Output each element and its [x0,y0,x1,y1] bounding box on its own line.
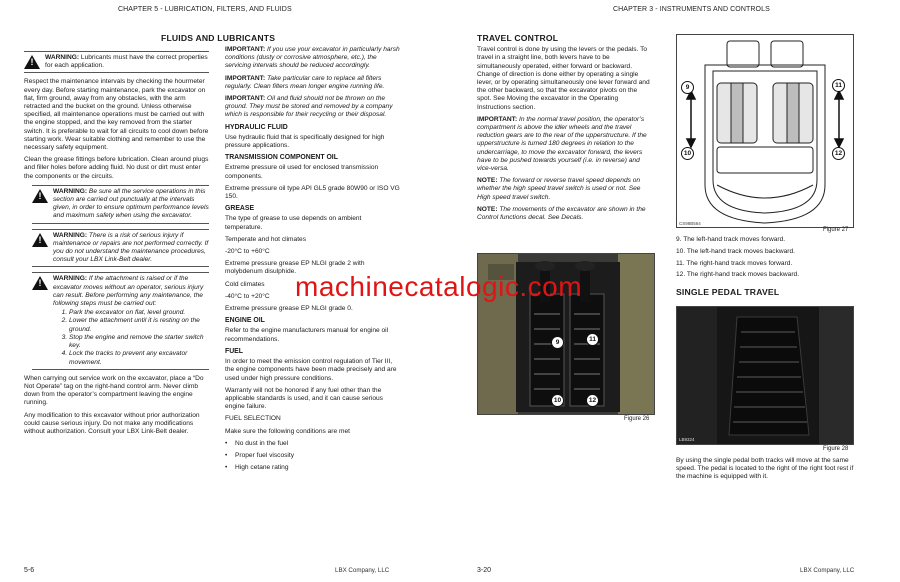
figure-28-id: LB9324 [679,437,695,442]
note-speed: NOTE: The forward or reverse travel speed depends on whether the high speed travel switch is used or not. See High speed travel switch. [477,177,641,201]
warning-icon: ! [32,189,48,203]
note-decals: NOTE: The movements of the excavator are shown in the Control functions decal. See Decals. [477,205,646,222]
track-movement-list [676,236,856,300]
list-item: • Proper fuel viscosity [235,452,400,460]
list-item: 9. The left-hand track moves forward. [676,236,786,243]
paragraph-maintenance: Respect the maintenance intervals by checking the hourmeter every day. Before starting maintenance, park the excavator on flat, firm ground, away from any obstacles, with the arm retracted and the bucket on the ground. Unless otherwise specified, all maintenance operations must be carried out with the engine stopped, and the key removed from the starter switch. It is preferable to wait for all circuits to cool down before starting work. Wear suitable clothing and remember to use the necessary safety equipment. [24,78,209,152]
list-item: 2. Lower the attachment until it is resting on the ground. [69,317,209,333]
list-item: 12. The right-hand track moves backward. [676,271,800,279]
callout-10: 10 [551,394,564,407]
maintenance-steps [53,309,209,366]
single-pedal-text-block: By using the single pedal both tracks will move at the same speed. The pedal is located to the right of the right foot rest if the machine is equipped with it. [676,457,854,481]
list-item: • High cetane rating [235,464,400,472]
callout-9: 9 [681,81,694,94]
page-number-left: 5-6 [24,567,35,574]
list-item: 10. The left-hand track moves backward. [676,247,795,255]
callout-11: 11 [832,79,845,92]
figure-28-photo [676,306,854,445]
fuel-conditions-list [225,440,400,473]
paragraph-clean: Clean the grease fittings before lubrication. Clean around plugs and filler holes before adding fluid. No dust or dirt must enter the components or the circuits. [24,156,209,180]
right-column-1: TRAVEL CONTROL Travel control is done by using the levers or the pedals. To travel in a straight line, both levers have to be simultaneously operated, either forward or backward. Change of direction is done either by operating a single lever, or by operating simultaneously one lever forward and the other backward, so that the excavator pivots on the spot. See Moving the excavator in the Operating Instructions section. IMPORTANT: In the normal travel position, the operator’s compartment is above the idler wheels and the travel reduction gears are to the rear of the upperstructure. If the upperstructure is turned 180 degrees in relation to the undercarriage, to move the excavator forward, the levers have to be pushed towards yourself (i.e. in reverse) and vice-versa. NOTE: The forward or reverse travel speed depends on whether the high speed travel switch is used or not. See High speed travel switch. NOTE: The movements of the excavator are shown in the Control functions decal. See Decals. [477,34,653,226]
cab-floor-diagram [677,35,853,227]
important-harsh: IMPORTANT: If you use your excavator in particularly harsh conditions (dusty or corrosive atmosphere, etc.), the servicing intervals should be reduced accordingly. [225,46,400,70]
left-column-2: IMPORTANT: If you use your excavator in particularly harsh conditions (dusty or corrosive atmosphere, etc.), the servicing intervals should be reduced accordingly. IMPORTANT: Take particular care to replace all filters regularly. Clean filters mean longer engine running life. IMPORTANT: Oil and fluid should not be thrown on the ground. They must be stored and removed by a company which is responsible for their recycling or their disposal. HYDRAULIC FLUID Use hydraulic fluid that is specifically designed for high pressure applications. TRANSMISSION COMPONENT OIL Extreme pressure oil used for enclosed transmission components. Extreme pressure oil type API GL5 grade 80W90 or ISO VG 150. GREASE The type of grease to use depends on ambient temperature. Temperate and hot climates -20°C to +60°C Extreme pressure grease EP NLGI grade 2 with molybdenum disulphide. Cold climates -40°C to +20°C Extreme pressure grease EP NLGI grade 0. ENGINE OIL Refer to the engine manufacturers manual for engine oil recommendations. FUEL In order to meet the emission control regulation of Tier III, the engine components have been made precisely and are used under high pressure conditions. Warranty will not be honored if any fuel other than the applicable standards is used, and it can cause serious engine failure. FUEL SELECTION Make sure the following conditions are met • No dust in the fuel • Proper fuel viscosity • High cetane rating [225,46,400,476]
list-item: 11. The right-hand track moves forward. [676,259,793,267]
section-title-fluids: FLUIDS AND LUBRICANTS [161,33,276,43]
heading-engine-oil: ENGINE OIL [225,317,265,325]
heading-travel-control: TRAVEL CONTROL [477,33,559,43]
callout-12: 12 [586,394,599,407]
heading-grease: GREASE [225,205,255,213]
chapter-header-right: CHAPTER 3 - INSTRUMENTS AND CONTROLS [613,6,770,13]
list-item: 1. Park the excavator on flat, level ground. [69,309,209,317]
paragraph-service-work: When carrying out service work on the excavator, place a “Do Not Operate” tag on the right-hand control arm. Never climb down from the operator’s compartment leaving the engine running. [24,374,204,407]
important-filters: IMPORTANT: Take particular care to replace all filters regularly. Clean filters mean longer engine running life. [225,74,385,90]
list-item: • No dust in the fuel [235,440,400,448]
chapter-header-left: CHAPTER 5 - LUBRICATION, FILTERS, AND FLUIDS [118,6,292,13]
list-item: 4. Lock the tracks to prevent any excavator movement. [69,350,209,366]
important-disposal: IMPORTANT: Oil and fluid should not be thrown on the ground. They must be stored and removed by a company which is responsible for their recycling or their disposal. [225,95,393,119]
watermark-text: machinecatalogic.com [295,271,583,302]
footer-company-left: LBX Company, LLC [335,567,390,574]
callout-11: 11 [586,333,599,346]
heading-hydraulic: HYDRAULIC FLUID [225,123,288,131]
page-number-right: 3-20 [477,567,492,574]
figure-26-caption: Figure 26 [624,416,650,422]
figure-27-id: CS98B564 [679,221,701,226]
figure-28-caption: Figure 28 [823,446,849,452]
callout-9: 9 [551,336,564,349]
warning-service: ! WARNING: Be sure all the service operations in this section are carried out punctually at the intervals given, in order to ensure optimum performance levels and maximum safety when using the excavator. [32,185,209,224]
warning-attachment: ! WARNING: If the attachment is raised or if the excavator moves without an operator, serious injury can result. Before performing any maintenance, the following steps must be carried out: 1. Park the excavator on flat, level ground. 2. Lower the attachment until it is resting on the ground. 3. Stop the engine and remove the starter switch key. 4. Lock the tracks to prevent any excavator movement. [32,272,209,369]
warning-icon: ! [32,276,48,290]
heading-transmission: TRANSMISSION COMPONENT OIL [225,154,338,162]
heading-fuel: FUEL [225,347,243,355]
figure-27-diagram [676,34,854,228]
figure-27-caption: Figure 27 [823,227,849,233]
callout-12: 12 [832,147,845,160]
warning-injury: ! WARNING: There is a risk of serious injury if maintenance or repairs are not performed correctly. If you do not understand the maintenance procedures, consult your LBX Link-Belt dealer. [32,229,209,268]
warning-icon: ! [32,233,48,247]
important-travel: IMPORTANT: In the normal travel position, the operator’s compartment is above the idler wheels and the travel reduction gears are to the rear of the upperstructure. If the upperstructure is turned 180 degrees in relation to the undercarriage, to move the excavator forward, the levers have to be pushed towards yourself (i.e. in reverse) and vice-versa. [477,115,647,173]
warning-icon: ! [24,55,40,69]
list-item: 3. Stop the engine and remove the starter switch key. [69,334,209,350]
fuel-selection: FUEL SELECTION [225,415,281,423]
warning-text: Lubricants must have the correct properties for each application. [45,54,208,70]
warning-lubricants: ! WARNING: Lubricants must have the correct properties for each application. [24,51,209,73]
heading-single-pedal: SINGLE PEDAL TRAVEL [676,286,780,297]
footer-company-right: LBX Company, LLC [800,567,855,574]
paragraph-modification: Any modification to this excavator without prior authorization could cause serious injury. Do not make any modifications without authorization. Consult your LBX Link-Belt dealer. [24,411,200,435]
single-pedal-illustration [677,307,853,444]
callout-10: 10 [681,147,694,160]
